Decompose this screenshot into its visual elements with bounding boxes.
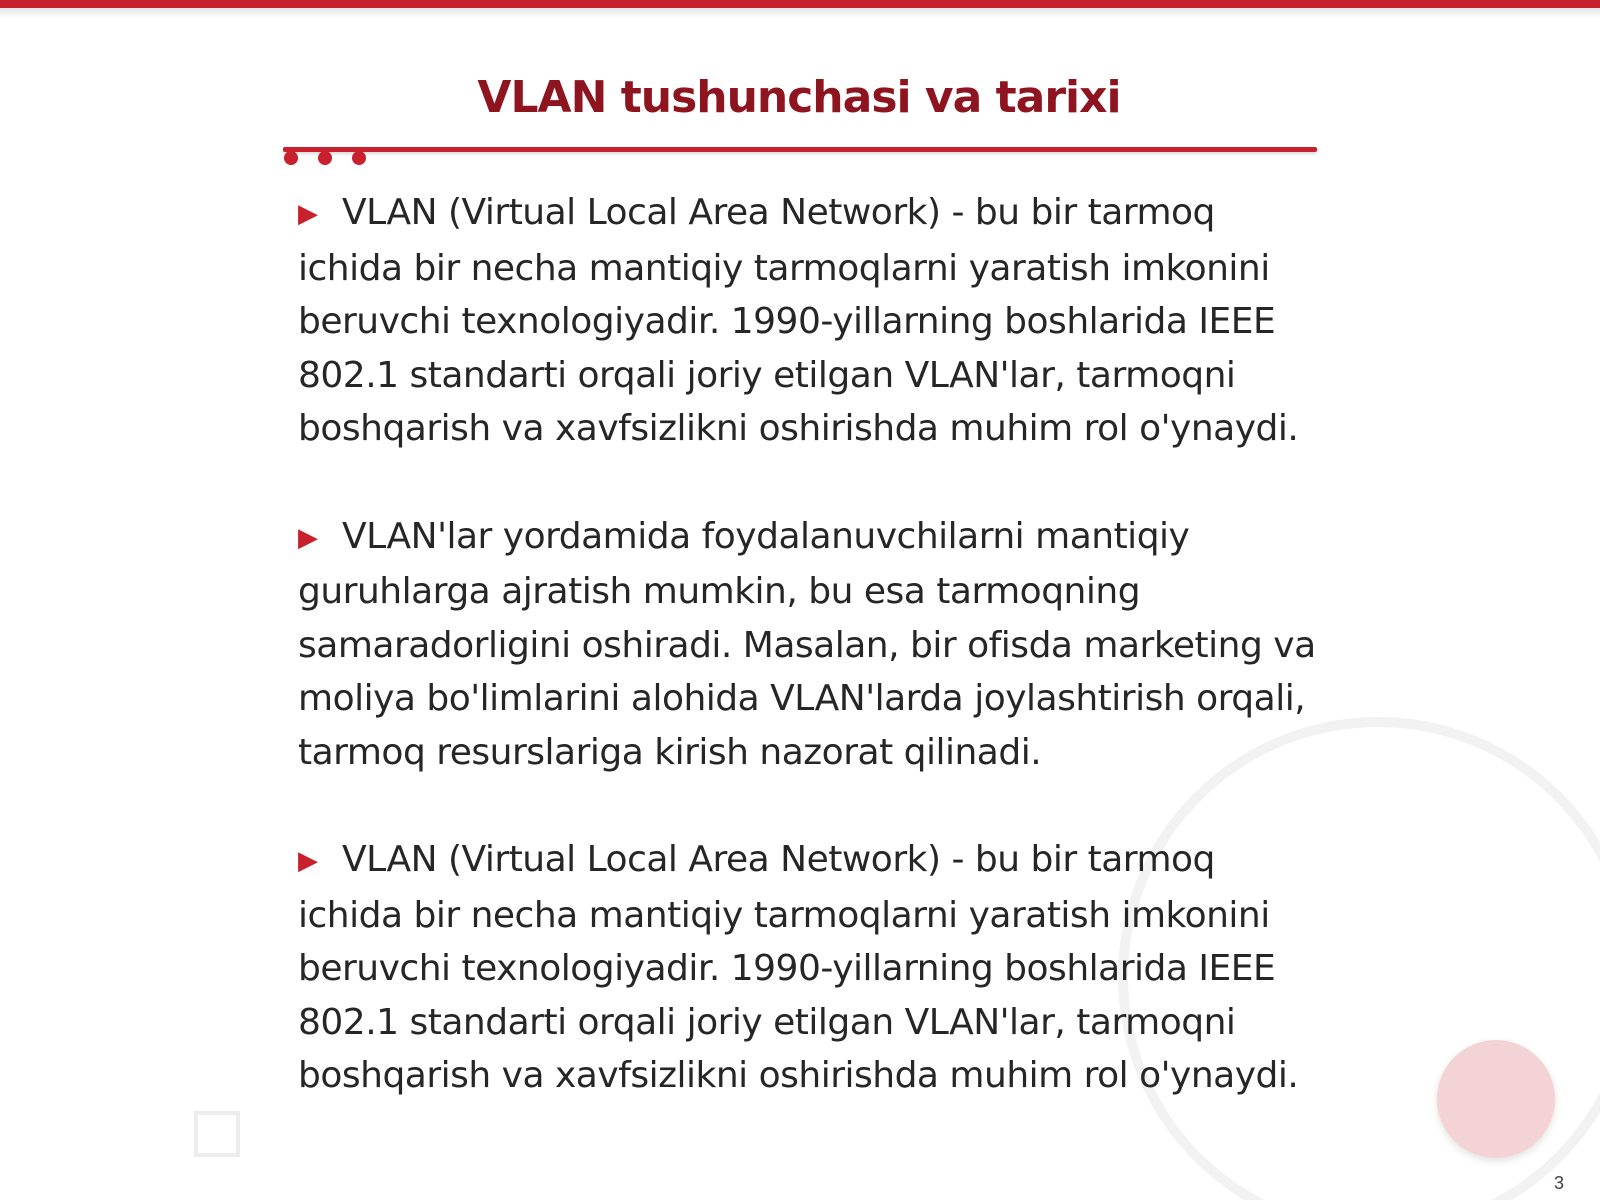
decorative-square	[194, 1111, 240, 1157]
title-underline	[283, 147, 1317, 152]
title-dot	[318, 151, 332, 165]
slide-title: VLAN tushunchasi va tarixi	[477, 72, 1121, 123]
triangle-right-icon: ▶	[298, 846, 318, 876]
bullet-item	[298, 510, 1323, 780]
triangle-right-icon: ▶	[298, 522, 318, 553]
title-dot	[352, 151, 366, 165]
bullet-list	[298, 186, 1323, 1157]
bullet-item	[298, 833, 1323, 1103]
bullet-item	[298, 186, 1323, 456]
top-accent-bar	[0, 0, 1600, 8]
page-number: 3	[1553, 1173, 1564, 1193]
decorative-pink-circle	[1437, 1040, 1555, 1158]
bullet-text: VLAN (Virtual Local Area Network) - bu bir tarmoq ichida bir necha mantiqiy tarmoqlarni yaratish imkonini beruvchi texnologiyadir. 1990-yillarning boshlarida IEEE 802.1 standarti orqali joriy etilgan VLAN'lar, tarmoqni boshqarish va xavfsizlikni oshirishda muhim rol o'ynaydi.	[298, 839, 1299, 1096]
bullet-text: VLAN'lar yordamida foydalanuvchilarni mantiqiy guruhlarga ajratish mumkin, bu esa tarmoqning samaradorligini oshiradi. Masalan, bir ofisda marketing va moliya bo'limlarini alohida VLAN'larda joylashtirish orqali, tarmoq resurslariga kirish nazorat qilinadi.	[298, 515, 1316, 773]
triangle-right-icon: ▶	[298, 199, 318, 229]
bullet-text: VLAN (Virtual Local Area Network) - bu bir tarmoq ichida bir necha mantiqiy tarmoqlarni yaratish imkonini beruvchi texnologiyadir. 1990-yillarning boshlarida IEEE 802.1 standarti orqali joriy etilgan VLAN'lar, tarmoqni boshqarish va xavfsizlikni oshirishda muhim rol o'ynaydi.	[298, 192, 1299, 449]
title-dot	[284, 151, 298, 165]
top-accent-shadow	[0, 8, 1600, 18]
